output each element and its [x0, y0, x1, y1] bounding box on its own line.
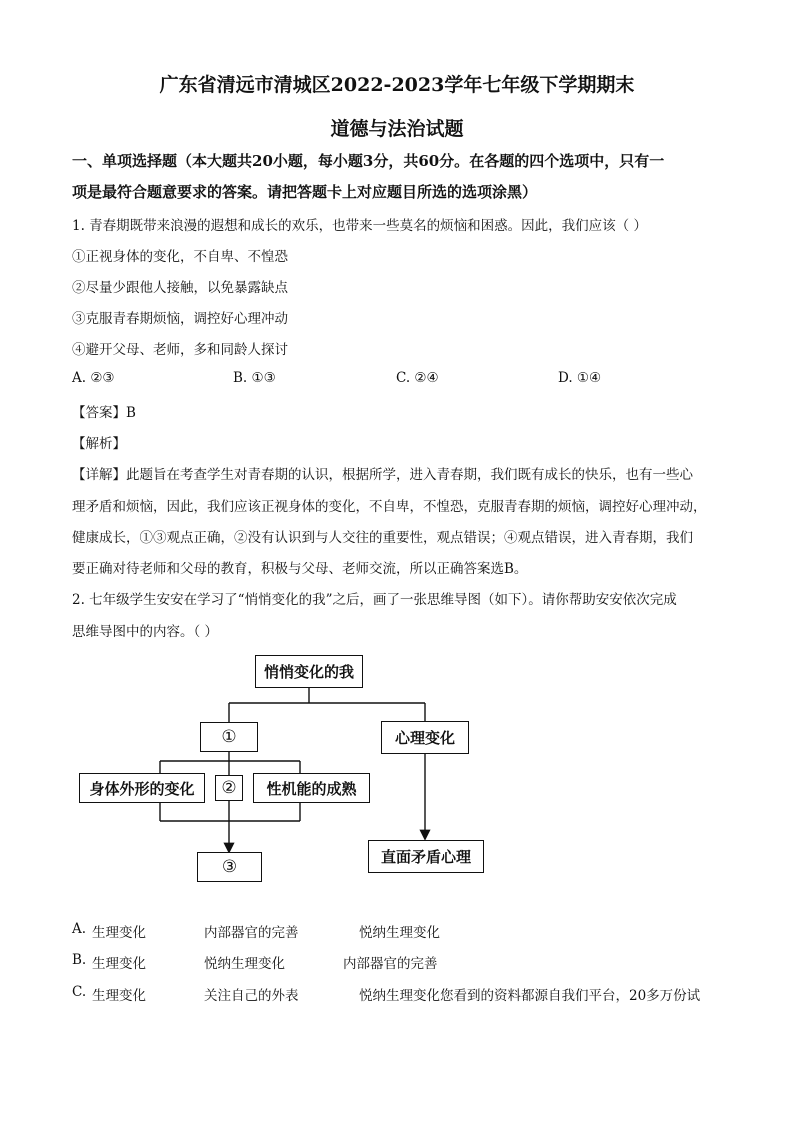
- q1-option-c: C. ②④: [396, 370, 439, 386]
- q1-detail-line-1: 【详解】此题旨在考查学生对青春期的认识，根据所学，进入青春期，我们既有成长的快乐，也有一些心: [72, 467, 693, 483]
- mind-map-node-2: ②: [215, 775, 243, 801]
- q2-option-a-letter: A.: [72, 921, 87, 937]
- q2-option-c-col1: 生理变化: [92, 988, 146, 1004]
- q2-option-b-col3: 内部器官的完善: [343, 956, 438, 972]
- q1-stem: 1. 青春期既带来浪漫的遐想和成长的欢乐，也带来一些莫名的烦恼和困惑。因此，我们应该（ ）: [72, 218, 647, 234]
- q1-item-4: ④避开父母、老师，多和同龄人探讨: [72, 342, 288, 358]
- section-heading-line-1: 一、单项选择题（本大题共20小题，每小题3分，共60分。在各题的四个选项中，只有一: [72, 152, 665, 170]
- mind-map-body-change: 身体外形的变化: [79, 773, 205, 803]
- q2-option-a-col2: 内部器官的完善: [204, 925, 299, 941]
- q2-option-c-col2: 关注自己的外表: [204, 988, 299, 1004]
- q2-option-b-col2: 悦纳生理变化: [204, 956, 285, 972]
- q1-item-3: ③克服青春期烦恼，调控好心理冲动: [72, 311, 288, 327]
- q2-option-a-col1: 生理变化: [92, 925, 146, 941]
- q1-item-1: ①正视身体的变化，不自卑、不惶恐: [72, 249, 288, 265]
- mind-map-node-1: ①: [200, 722, 258, 752]
- q2-option-b-col1: 生理变化: [92, 956, 146, 972]
- q2-option-c-col3: 悦纳生理变化您看到的资料都源自我们平台，20多万份试: [359, 988, 701, 1004]
- q1-answer: 【答案】B: [72, 405, 136, 421]
- q1-detail-line-4: 要正确对待老师和父母的教育，积极与父母、老师交流，所以正确答案选B。: [72, 561, 528, 577]
- q2-option-b-letter: B.: [72, 952, 87, 968]
- q2-stem-line-1: 2. 七年级学生安安在学习了“悄悄变化的我”之后，画了一张思维导图（如下）。请你帮助安安依次完成: [72, 592, 677, 608]
- q1-option-b: B. ①③: [233, 370, 276, 386]
- title-line-2: 道德与法治试题: [330, 118, 464, 140]
- q1-detail-line-3: 健康成长，①③观点正确，②没有认识到与人交往的重要性，观点错误；④观点错误，进入青春期，我们: [72, 530, 693, 546]
- section-heading-line-2: 项是最符合题意要求的答案。请把答题卡上对应题目所选的选项涂黑）: [72, 183, 538, 201]
- q2-stem-line-2: 思维导图中的内容。（ ）: [72, 624, 219, 640]
- q2-option-a-col3: 悦纳生理变化: [359, 925, 440, 941]
- mind-map-root: 悄悄变化的我: [255, 655, 363, 688]
- mind-map-face-contradiction: 直面矛盾心理: [368, 840, 484, 873]
- mind-map-sex-maturity: 性机能的成熟: [253, 773, 370, 803]
- title-line-1: 广东省清远市清城区2022-2023学年七年级下学期期末: [159, 74, 635, 96]
- q1-detail-line-2: 理矛盾和烦恼，因此，我们应该正视身体的变化，不自卑，不惶恐，克服青春期的烦恼，调控好心理冲动，: [72, 499, 707, 515]
- q1-item-2: ②尽量少跟他人接触，以免暴露缺点: [72, 280, 288, 296]
- q2-option-c-letter: C.: [72, 984, 87, 1000]
- q1-analysis-label: 【解析】: [72, 436, 126, 452]
- q1-option-a: A. ②③: [72, 370, 115, 386]
- mind-map-node-3: ③: [197, 852, 262, 882]
- mind-map-psych-change: 心理变化: [381, 721, 469, 754]
- q1-option-d: D. ①④: [558, 370, 602, 386]
